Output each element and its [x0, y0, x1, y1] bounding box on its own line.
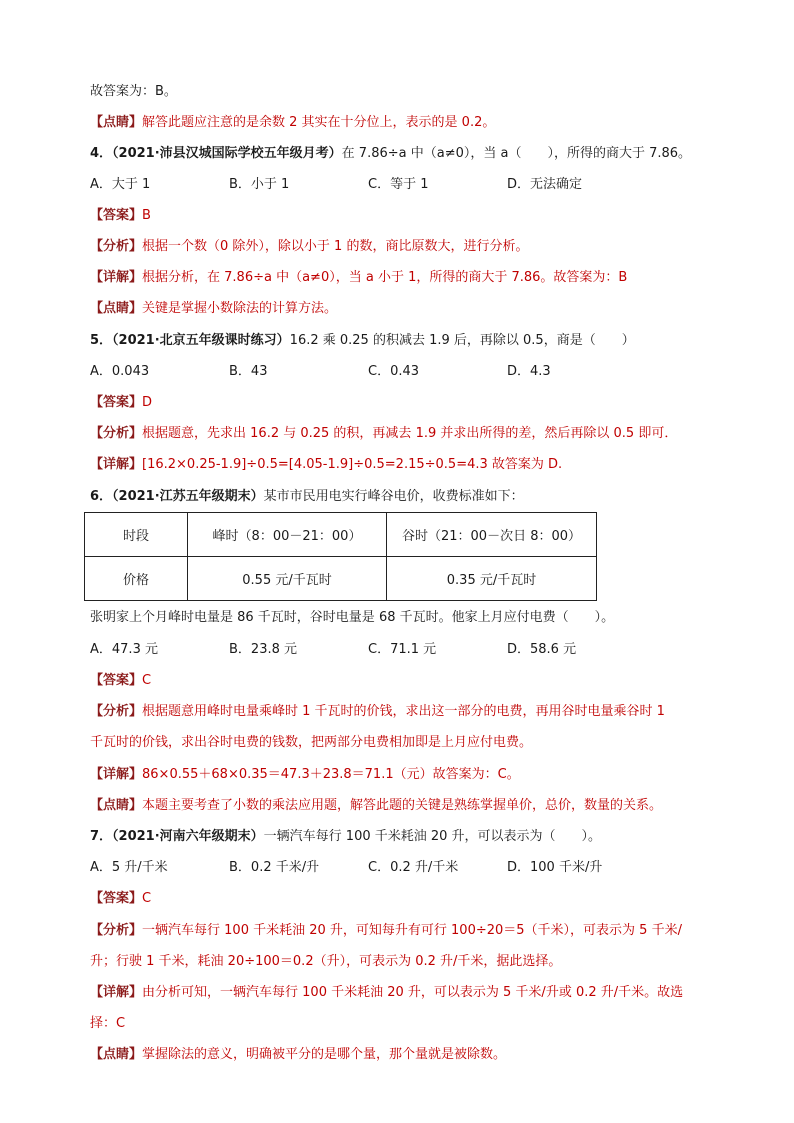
answer-tag: 【答案】 — [90, 673, 143, 688]
table-cell: 0.35 元/千瓦时 — [387, 557, 597, 601]
detail-paragraph — [90, 766, 520, 784]
answer-tag: 【答案】 — [90, 395, 143, 410]
analysis-tag: 【分析】 — [90, 239, 143, 254]
tip-paragraph — [90, 300, 337, 318]
answer-value: D — [142, 395, 153, 410]
analysis-paragraph — [90, 238, 528, 256]
detail-tag: 【详解】 — [90, 985, 143, 1000]
question-source: （2021·沛县汉城国际学校五年级月考） — [112, 146, 342, 161]
option-a: A．0.043 — [90, 364, 150, 379]
option-b: B．23.8 元 — [229, 642, 297, 657]
analysis-tag: 【分析】 — [90, 704, 143, 719]
detail-text: 根据分析，在 7.86÷a 中（a≠0），当 a 小于 1，所得的商大于 7.86。故答案为：B — [142, 270, 628, 285]
option-d: D．4.3 — [507, 364, 551, 379]
question-6-stem — [90, 488, 524, 506]
answer-tag: 【答案】 — [90, 208, 143, 223]
table-header-cell: 时段 — [85, 513, 188, 557]
table-header-cell: 峰时（8：00－21：00） — [188, 513, 387, 557]
option-d: D．无法确定 — [507, 177, 583, 192]
answer-tag: 【答案】 — [90, 891, 143, 906]
analysis-paragraph — [90, 922, 682, 940]
question-source: （2021·北京五年级课时练习） — [112, 333, 290, 348]
analysis-text: 根据题意，先求出 16.2 与 0.25 的积，再减去 1.9 并求出所得的差，然后再除以 0.5 即可． — [142, 426, 678, 441]
detail-text: 86×0.55＋68×0.35＝47.3＋23.8＝71.1（元）故答案为：C。 — [142, 767, 520, 782]
option-a: A．47.3 元 — [90, 642, 158, 657]
analysis-paragraph — [90, 703, 665, 721]
answer-paragraph — [90, 890, 151, 908]
question-source: （2021·河南六年级期末） — [112, 829, 264, 844]
tip-tag: 【点睛】 — [90, 115, 143, 130]
analysis-tag: 【分析】 — [90, 923, 143, 938]
tip-tag: 【点睛】 — [90, 1047, 143, 1062]
question-number: 6． — [90, 489, 113, 504]
tip-paragraph — [90, 797, 662, 815]
question-text-continued: 张明家上个月峰时电量是 86 千瓦时，谷时电量是 68 千瓦时。他家上月应付电费（ ）。 — [90, 610, 615, 625]
option-d: D．100 千米/升 — [507, 860, 603, 875]
question-text: 一辆汽车每行 100 千米耗油 20 升，可以表示为（ ）。 — [263, 829, 602, 844]
table-cell: 价格 — [85, 557, 188, 601]
table-row — [85, 557, 597, 601]
option-a: A．5 升/千米 — [90, 860, 168, 875]
question-5-stem — [90, 332, 635, 350]
question-7-stem — [90, 828, 601, 846]
tip-paragraph — [90, 114, 495, 132]
price-table — [84, 512, 597, 601]
question-number: 5． — [90, 333, 113, 348]
analysis-tag: 【分析】 — [90, 426, 143, 441]
table-row — [85, 513, 597, 557]
option-a: A．大于 1 — [90, 177, 151, 192]
detail-tag: 【详解】 — [90, 767, 143, 782]
answer-paragraph — [90, 672, 151, 690]
tip-text: 关键是掌握小数除法的计算方法。 — [142, 301, 338, 316]
answer-paragraph — [90, 394, 152, 412]
option-b: B．0.2 千米/升 — [229, 860, 320, 875]
detail-text: 由分析可知，一辆汽车每行 100 千米耗油 20 升，可以表示为 5 千米/升或 0.2 升/千米。故选 — [142, 985, 684, 1000]
analysis-text: 根据题意用峰时电量乘峰时 1 千瓦时的价钱，求出这一部分的电费，再用谷时电量乘谷时 1 — [142, 704, 665, 719]
tip-text: 掌握除法的意义，明确被平分的是哪个量，那个量就是被除数。 — [142, 1047, 507, 1062]
detail-text-continued: 择：C — [90, 1016, 126, 1031]
question-text: 在 7.86÷a 中（a≠0），当 a（ ），所得的商大于 7.86。 — [341, 146, 692, 161]
analysis-text: 根据一个数（0 除外），除以小于 1 的数，商比原数大，进行分析。 — [142, 239, 529, 254]
answer-paragraph — [90, 207, 151, 225]
question-4-stem — [90, 145, 691, 163]
option-b: B．43 — [229, 364, 268, 379]
detail-tag: 【详解】 — [90, 457, 143, 472]
answer-line: 故答案为：B。 — [90, 84, 177, 99]
table-cell: 0.55 元/千瓦时 — [188, 557, 387, 601]
table-header-cell: 谷时（21：00－次日 8：00） — [387, 513, 597, 557]
question-source: （2021·江苏五年级期末） — [112, 489, 264, 504]
tip-text: 解答此题应注意的是余数 2 其实在十分位上，表示的是 0.2。 — [142, 115, 496, 130]
option-c: C．0.2 升/千米 — [368, 860, 459, 875]
analysis-text-continued: 千瓦时的价钱，求出谷时电费的钱数，把两部分电费相加即是上月应付电费。 — [90, 735, 533, 750]
answer-value: B — [142, 208, 151, 223]
answer-value: C — [142, 673, 152, 688]
option-c: C．0.43 — [368, 364, 420, 379]
option-c: C．等于 1 — [368, 177, 429, 192]
tip-tag: 【点睛】 — [90, 798, 143, 813]
analysis-text-continued: 升；行驶 1 千米，耗油 20÷100＝0.2（升），可表示为 0.2 升/千米，据此选择。 — [90, 954, 562, 969]
answer-value: C — [142, 891, 152, 906]
question-text: 某市市民用电实行峰谷电价，收费标准如下： — [263, 489, 524, 504]
detail-text: [16.2×0.25-1.9]÷0.5=[4.05-1.9]÷0.5=2.15÷0.5=4.3 故答案为 D. — [142, 457, 563, 472]
analysis-paragraph — [90, 425, 677, 443]
tip-text: 本题主要考查了小数的乘法应用题，解答此题的关键是熟练掌握单价，总价，数量的关系。 — [142, 798, 663, 813]
question-number: 4． — [90, 146, 113, 161]
analysis-text: 一辆汽车每行 100 千米耗油 20 升，可知每升有可行 100÷20＝5（千米），可表示为 5 千米/ — [142, 923, 682, 938]
detail-paragraph — [90, 984, 683, 1002]
tip-tag: 【点睛】 — [90, 301, 143, 316]
option-c: C．71.1 元 — [368, 642, 437, 657]
detail-paragraph — [90, 456, 562, 474]
tip-paragraph — [90, 1046, 506, 1064]
detail-paragraph — [90, 269, 627, 287]
question-number: 7． — [90, 829, 113, 844]
option-d: D．58.6 元 — [507, 642, 577, 657]
option-b: B．小于 1 — [229, 177, 290, 192]
detail-tag: 【详解】 — [90, 270, 143, 285]
question-text: 16.2 乘 0.25 的积减去 1.9 后，再除以 0.5，商是（ ） — [289, 333, 635, 348]
